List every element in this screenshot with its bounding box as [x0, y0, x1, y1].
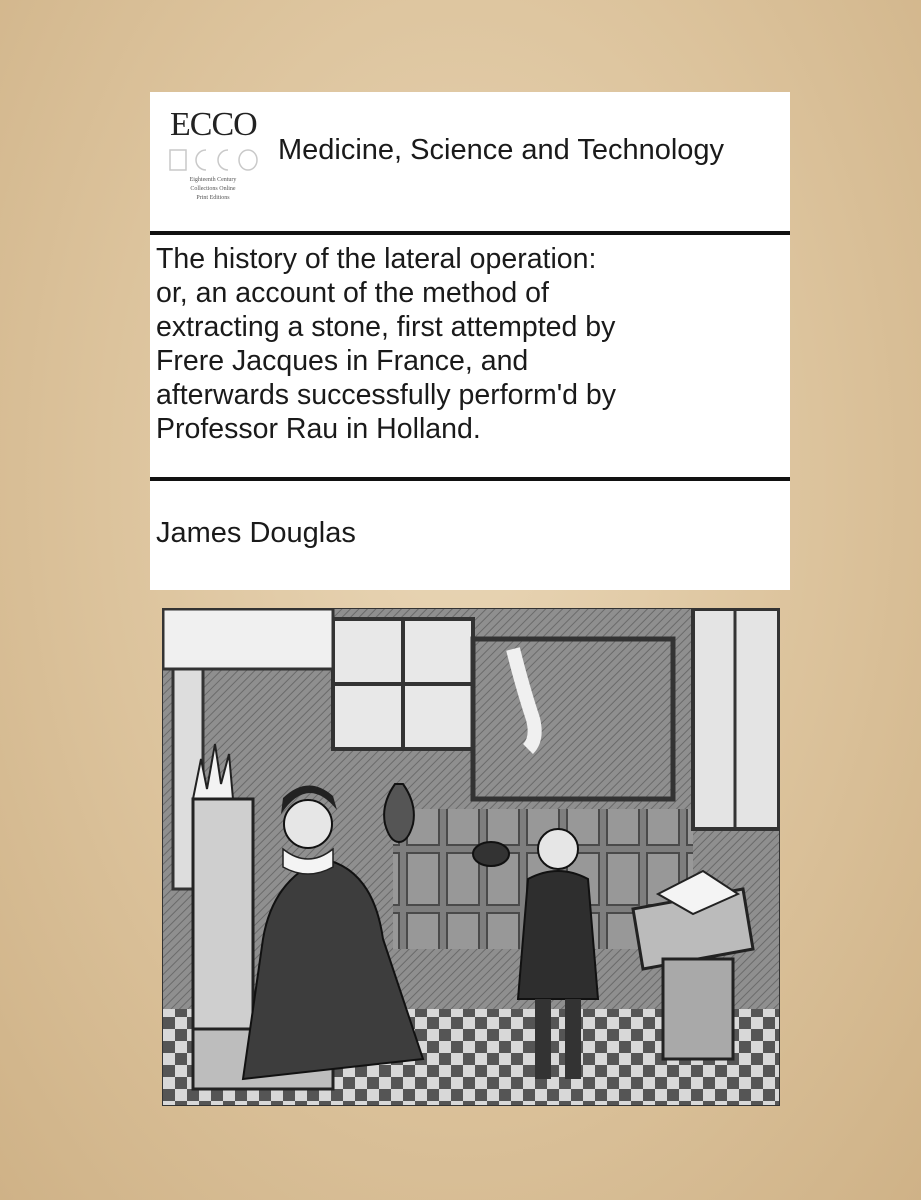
book-title [156, 242, 786, 446]
hat [473, 842, 509, 866]
ecco-logo [164, 106, 262, 218]
logo-caption-line: Collections Online [190, 186, 236, 192]
fireplace-hood [163, 609, 333, 669]
woodcut-illustration [162, 608, 780, 1106]
logo-caption [164, 176, 262, 203]
series-band [150, 92, 790, 228]
title-line: extracting a stone, first attempted by [156, 311, 616, 343]
logo-reflection [166, 146, 264, 176]
illustration-art [163, 609, 779, 1105]
logo-caption-line: Eighteenth Century [189, 177, 237, 183]
logo-letters: ECCO [170, 106, 257, 143]
title-line: Frere Jacques in France, and [156, 345, 529, 377]
chair [193, 799, 253, 1039]
title-line: or, an account of the method of [156, 277, 549, 309]
title-line: afterwards successfully perform'd by [156, 379, 617, 411]
divider-rule [150, 477, 790, 481]
title-line: Professor Rau in Holland. [156, 413, 481, 445]
logo-caption-line: Print Editions [196, 195, 230, 201]
title-line: The history of the lateral operation: [156, 243, 597, 275]
cover-panel [150, 92, 790, 590]
standing-figure [518, 871, 598, 999]
author-name: James Douglas [156, 517, 356, 549]
series-title: Medicine, Science and Technology [278, 134, 725, 166]
divider-rule [150, 231, 790, 235]
